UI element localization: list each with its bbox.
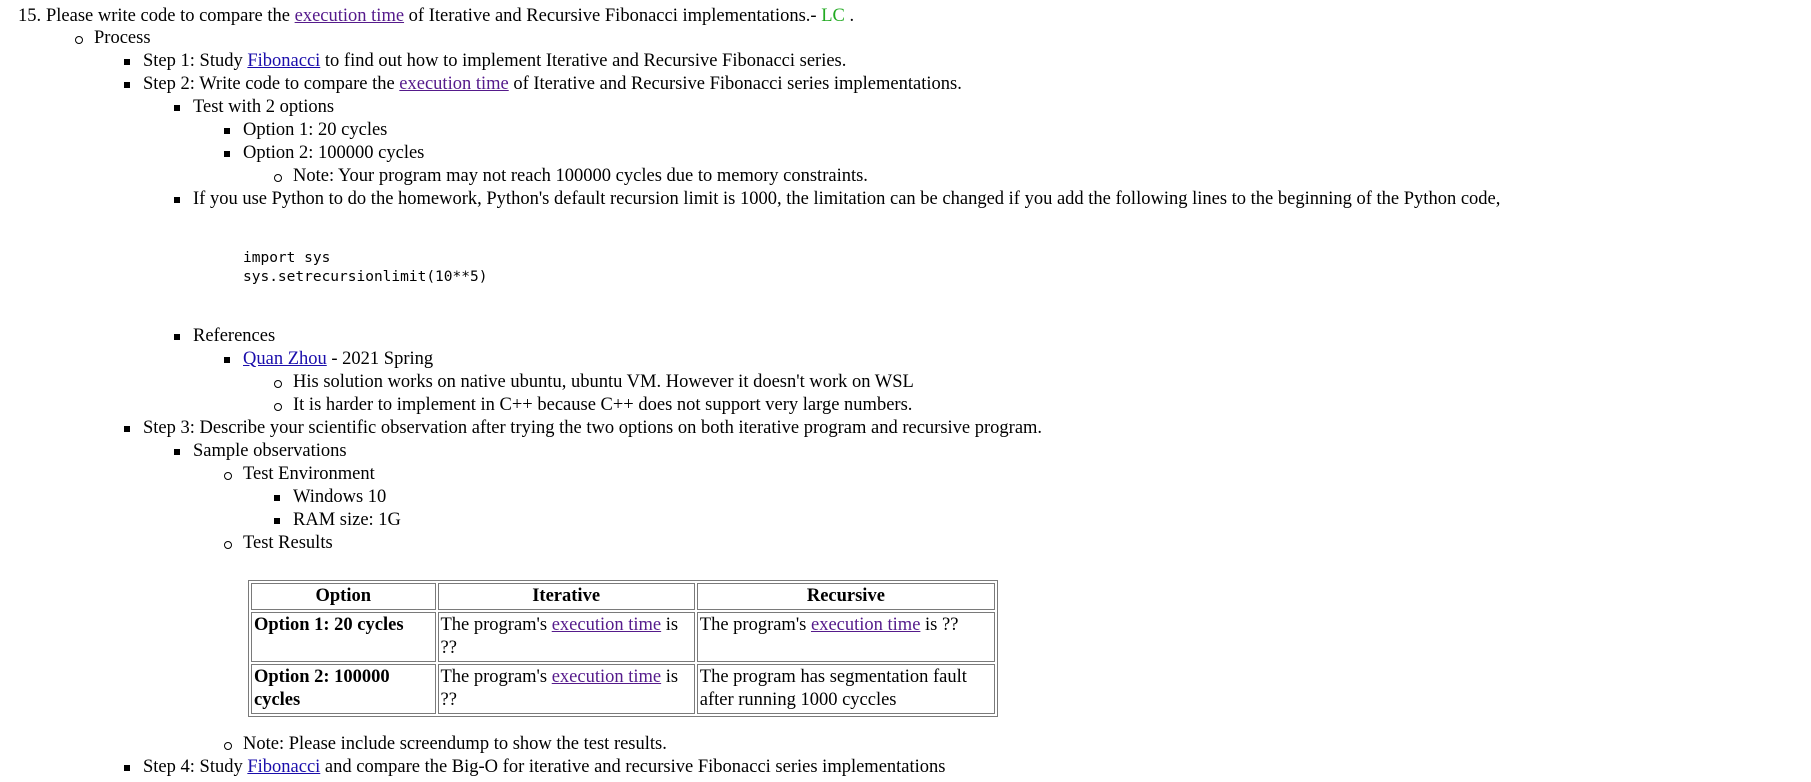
square-bullet-icon [274, 518, 280, 524]
square-bullet-icon [124, 82, 130, 88]
step2-before: Step 2: Write code to compare the [143, 74, 395, 94]
row2-option: Option 2: 100000 cycles [251, 664, 436, 714]
env-os: Windows 10 [293, 487, 387, 507]
cell-text: The program's [440, 615, 548, 635]
circle-bullet-icon [75, 36, 83, 44]
code-line-2: sys.setrecursionlimit(10**5) [243, 269, 488, 285]
reference-line [243, 348, 433, 371]
circle-bullet-icon [224, 541, 232, 549]
results-table [248, 580, 998, 717]
square-bullet-icon [224, 151, 230, 157]
header-recursive: Recursive [697, 583, 995, 610]
step4-after: and compare the Big-O for iterative and recursive Fibonacci series implementations [324, 757, 946, 777]
square-bullet-icon [124, 765, 130, 771]
row2-recursive: The program has segmentation fault after running 1000 cyccles [697, 664, 995, 714]
circle-bullet-icon [274, 174, 282, 182]
row1-recursive [697, 612, 995, 662]
screendump-note: Note: Please include screendump to show the test results. [243, 734, 667, 754]
step1-after: to find out how to implement Iterative and Recursive Fibonacci series. [324, 51, 847, 71]
step3-line: Step 3: Describe your scientific observation after trying the two options on both iterative program and recursive program. [143, 418, 1043, 438]
cell-text: The program's [440, 667, 548, 687]
cell-text: is ?? [440, 667, 679, 710]
code-line-1: import sys [243, 250, 331, 266]
test-results-label: Test Results [243, 533, 333, 553]
square-bullet-icon [174, 197, 180, 203]
item-text-after: of Iterative and Recursive Fibonacci implementations.- [408, 6, 817, 26]
circle-bullet-icon [274, 403, 282, 411]
item-text-before: Please write code to compare the [46, 6, 290, 26]
square-bullet-icon [174, 334, 180, 340]
row1-option: Option 1: 20 cycles [251, 612, 436, 662]
square-bullet-icon [174, 105, 180, 111]
option1-label: Option 1: 20 cycles [243, 120, 388, 140]
step2-line [143, 73, 962, 96]
item-trailing: . [849, 6, 855, 26]
option2-label: Option 2: 100000 cycles [243, 143, 425, 163]
env-ram: RAM size: 1G [293, 510, 401, 530]
circle-bullet-icon [274, 380, 282, 388]
item-number: 15. [18, 6, 42, 26]
references-label: References [193, 326, 276, 346]
test-options-label: Test with 2 options [193, 97, 335, 117]
square-bullet-icon [224, 357, 230, 363]
test-environment-label: Test Environment [243, 464, 375, 484]
table-row [251, 664, 995, 714]
header-option: Option [251, 583, 436, 610]
table-row [251, 612, 995, 662]
row1-iterative [438, 612, 695, 662]
execution-time-link[interactable]: execution time [551, 615, 662, 635]
reference-note-2: It is harder to implement in C++ because C++ does not support very large numbers. [293, 395, 913, 415]
row2-iterative [438, 664, 695, 714]
step1-before: Step 1: Study [143, 51, 243, 71]
python-note: If you use Python to do the homework, Python's default recursion limit is 1000, the limitation can be changed if you add the following lines to the beginning of the Python code, [193, 189, 1501, 209]
step4-line [143, 756, 946, 779]
python-code-block [243, 249, 487, 287]
execution-time-link[interactable]: execution time [810, 615, 921, 635]
cell-text: The program's [699, 615, 807, 635]
lc-label[interactable]: LC [821, 6, 845, 26]
reference-after: - 2021 Spring [331, 349, 434, 369]
execution-time-link[interactable]: execution time [551, 667, 662, 687]
cell-text: is ?? [440, 615, 679, 658]
circle-bullet-icon [224, 742, 232, 750]
square-bullet-icon [274, 495, 280, 501]
fibonacci-link[interactable]: Fibonacci [247, 51, 321, 71]
sample-observations-label: Sample observations [193, 441, 347, 461]
square-bullet-icon [174, 449, 180, 455]
item-heading [46, 5, 854, 28]
square-bullet-icon [124, 426, 130, 432]
step1-line [143, 50, 846, 73]
table-header-row [251, 583, 995, 610]
process-label: Process [94, 28, 151, 48]
square-bullet-icon [224, 128, 230, 134]
cell-text: is ?? [925, 615, 959, 635]
execution-time-link[interactable]: execution time [399, 74, 509, 94]
fibonacci-link[interactable]: Fibonacci [247, 757, 321, 777]
execution-time-link[interactable]: execution time [294, 6, 405, 26]
circle-bullet-icon [224, 472, 232, 480]
reference-note-1: His solution works on native ubuntu, ubuntu VM. However it doesn't work on WSL [293, 372, 914, 392]
square-bullet-icon [124, 59, 130, 65]
step4-before: Step 4: Study [143, 757, 243, 777]
step2-after: of Iterative and Recursive Fibonacci series implementations. [513, 74, 962, 94]
header-iterative: Iterative [438, 583, 695, 610]
memory-note: Note: Your program may not reach 100000 cycles due to memory constraints. [293, 166, 868, 186]
quan-zhou-link[interactable]: Quan Zhou [243, 349, 327, 369]
